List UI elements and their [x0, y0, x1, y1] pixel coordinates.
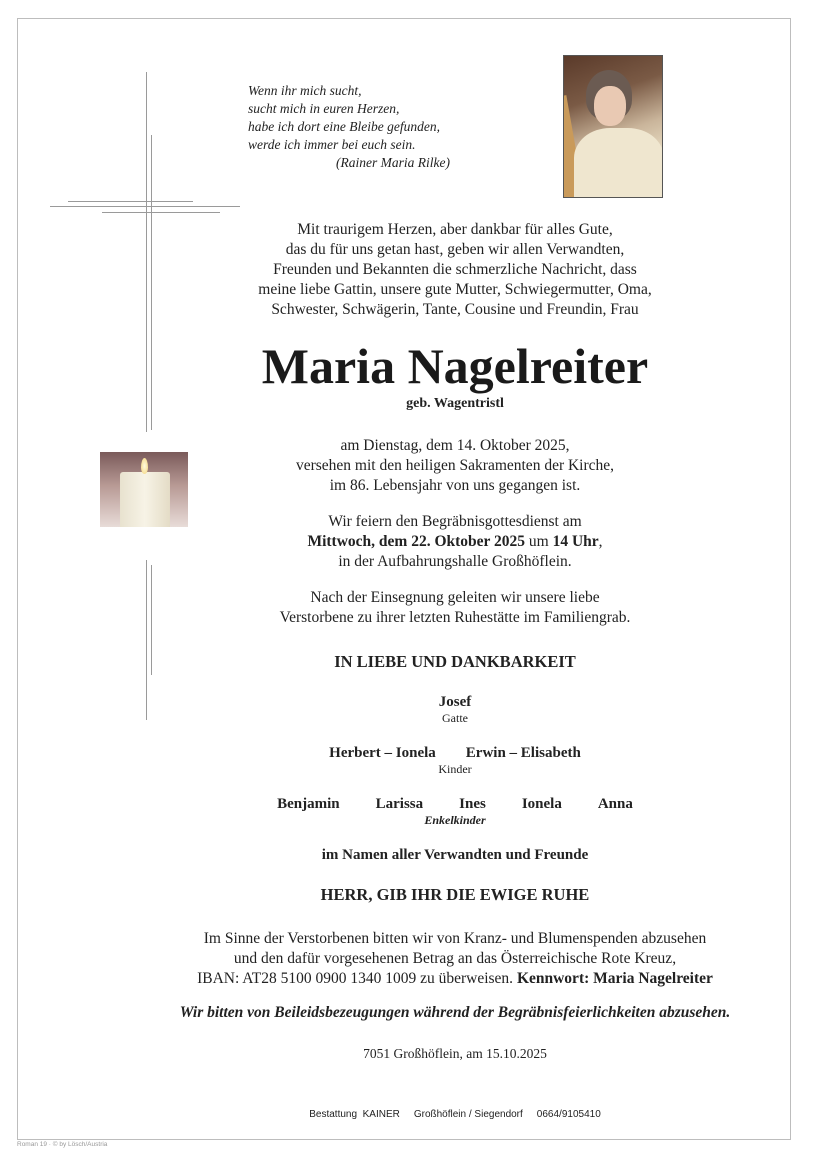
- funeral-line: Wir feiern den Begräbnisgottesdienst am: [328, 513, 582, 530]
- burial-info: [160, 588, 750, 628]
- spouse-block: [160, 693, 750, 726]
- donation-info: [120, 929, 790, 989]
- cross-horizontal-line: [102, 212, 220, 213]
- footer-undertaker: Bestattung KAINER: [309, 1109, 400, 1120]
- intro-line: Mit traurigem Herzen, aber dankbar für alles Gute,: [297, 221, 613, 238]
- photo-body: [574, 128, 663, 198]
- poem-author: (Rainer Maria Rilke): [336, 155, 450, 170]
- candle-flame: [141, 458, 148, 474]
- condolence-note: Wir bitten von Beileidsbezeugungen während der Begräbnisfeierlichkeiten abzusehen.: [179, 1004, 731, 1021]
- mourners-heading: IN LIEBE UND DANKBARKEIT: [334, 652, 576, 671]
- spouse-name: Josef: [438, 694, 472, 710]
- donation-iban: IBAN: AT28 5100 0900 1340 1009 zu überweisen.: [197, 970, 514, 987]
- children-block: [160, 744, 750, 777]
- intro-line: das du für uns getan hast, geben wir allen Verwandten,: [285, 241, 625, 258]
- intro-line: Freunden und Bekannten die schmerzliche Nachricht, dass: [273, 261, 637, 278]
- poem: [248, 82, 488, 172]
- cross-horizontal-line: [50, 206, 240, 207]
- death-line: im 86. Lebensjahr von uns gegangen ist.: [329, 477, 581, 494]
- grandchildren-role: Enkelkinder: [424, 813, 486, 827]
- deceased-name: Maria Nagelreiter: [261, 338, 649, 394]
- intro-line: Schwester, Schwägerin, Tante, Cousine und Freundin, Frau: [271, 301, 639, 318]
- copyright: Roman 19 · © by Lösch/Austria: [17, 1141, 108, 1148]
- funeral-line: in der Aufbahrungshalle Großhöflein.: [338, 553, 572, 570]
- others-line: im Namen aller Verwandten und Freunde: [321, 847, 589, 863]
- cross-vertical-line: [146, 560, 147, 720]
- place-date: 7051 Großhöflein, am 15.10.2025: [363, 1046, 547, 1061]
- spouse-role: Gatte: [442, 711, 468, 725]
- photo-face: [594, 86, 626, 126]
- funeral-um: um: [525, 533, 553, 550]
- donation-line: Im Sinne der Verstorbenen bitten wir von Kranz- und Blumenspenden abzusehen: [203, 930, 707, 947]
- intro-line: meine liebe Gattin, unsere gute Mutter, Schwiegermutter, Oma,: [258, 281, 652, 298]
- funeral-date: Mittwoch, dem 22. Oktober 2025: [307, 533, 526, 550]
- footer: [160, 1109, 750, 1120]
- poem-line: habe ich dort eine Bleibe gefunden,: [248, 119, 440, 134]
- grandchild-name: Benjamin: [277, 796, 340, 812]
- death-line: versehen mit den heiligen Sakramenten der Kirche,: [295, 457, 615, 474]
- funeral-comma: ,: [598, 533, 603, 550]
- child-name: Herbert – Ionela: [329, 745, 436, 761]
- burial-line: Verstorbene zu ihrer letzten Ruhestätte im Familiengrab.: [279, 609, 631, 626]
- footer-locations: Großhöflein / Siegendorf: [413, 1109, 523, 1120]
- grandchild-name: Ionela: [521, 796, 562, 812]
- death-info: [160, 436, 750, 496]
- poem-line: werde ich immer bei euch sein.: [248, 137, 416, 152]
- donation-iban-line: [120, 969, 790, 989]
- portrait-photo: [563, 55, 663, 198]
- children-role: Kinder: [438, 762, 472, 776]
- cross-horizontal-line: [68, 201, 193, 202]
- cross-vertical-line: [151, 135, 152, 430]
- prayer: HERR, GIB IHR DIE EWIGE RUHE: [320, 885, 590, 904]
- funeral-time: 14 Uhr: [552, 533, 599, 550]
- donation-keyword: Kennwort: Maria Nagelreiter: [516, 970, 713, 987]
- donation-line: und den dafür vorgesehenen Betrag an das Österreichische Rote Kreuz,: [233, 950, 677, 967]
- grandchild-name: Anna: [597, 796, 633, 812]
- poem-line: Wenn ihr mich sucht,: [248, 83, 362, 98]
- grandchildren-block: [160, 795, 750, 828]
- grandchild-name: Ines: [459, 796, 486, 812]
- death-line: am Dienstag, dem 14. Oktober 2025,: [340, 437, 570, 454]
- child-name: Erwin – Elisabeth: [465, 745, 581, 761]
- cross-vertical-line: [146, 72, 147, 432]
- burial-line: Nach der Einsegnung geleiten wir unsere liebe: [310, 589, 600, 606]
- intro-text: [160, 220, 750, 320]
- funeral-date-line: [160, 532, 750, 552]
- poem-line: sucht mich in euren Herzen,: [248, 101, 400, 116]
- footer-phone: 0664/9105410: [536, 1109, 601, 1120]
- cross-vertical-line: [151, 565, 152, 675]
- funeral-info: [160, 512, 750, 572]
- grandchild-name: Larissa: [375, 796, 424, 812]
- maiden-name: geb. Wagentristl: [406, 396, 504, 411]
